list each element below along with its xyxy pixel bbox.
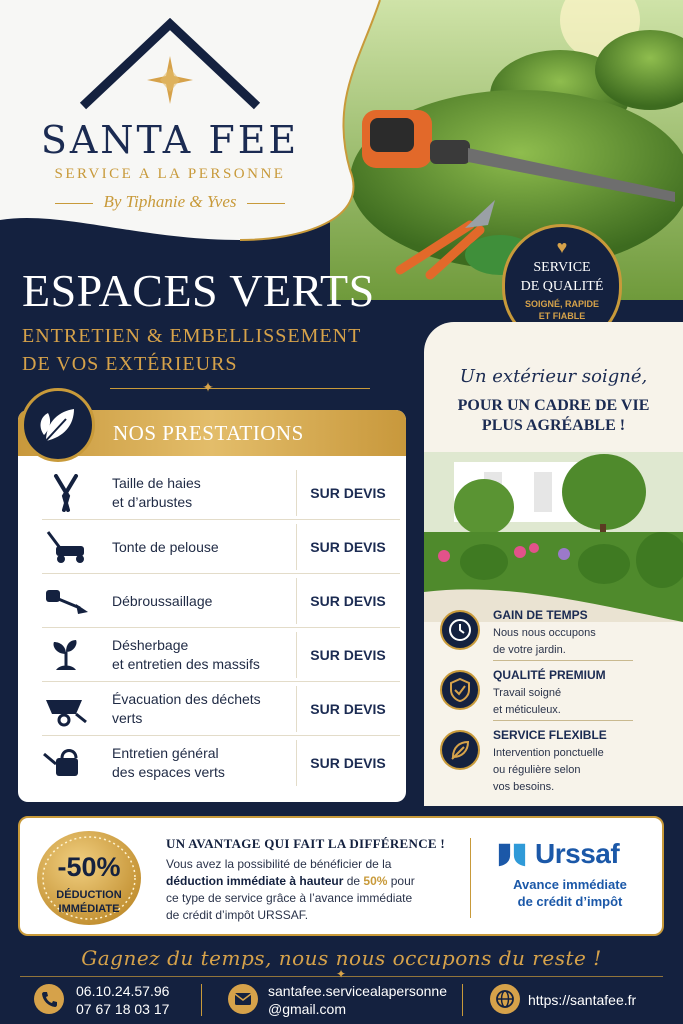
urssaf-subtitle-line2: de crédit d’impôt	[517, 894, 623, 909]
brand-tagline: SERVICE A LA PERSONNE	[54, 166, 286, 182]
tax-body-bold: déduction immédiate à hauteur	[166, 874, 344, 888]
phone-icon	[34, 984, 64, 1014]
brush-cutter-icon	[42, 582, 90, 620]
brand-name: SANTA FEE	[40, 118, 300, 162]
service-label-line2: verts	[112, 710, 143, 726]
page-subtitle-line2: DE VOS EXTÉRIEURS	[22, 353, 238, 375]
email-address[interactable]	[268, 982, 447, 1018]
watering-can-icon	[42, 744, 90, 782]
service-price: SUR DEVIS	[310, 485, 386, 501]
title-divider	[110, 388, 370, 389]
heart-icon: ♥	[556, 237, 568, 257]
service-row	[42, 520, 400, 574]
benefit-title: GAIN DE TEMPS	[493, 608, 588, 622]
benefit-item	[438, 604, 668, 662]
service-label	[112, 474, 282, 512]
phone-number-1[interactable]: 06.10.24.57.96	[76, 983, 170, 999]
star-icon: ✦	[335, 967, 347, 981]
service-row	[42, 682, 400, 736]
discount-seal	[36, 830, 142, 926]
benefit-text-line1: Intervention ponctuelle	[493, 747, 604, 759]
service-label	[112, 592, 282, 611]
service-row	[42, 628, 400, 682]
lawn-mower-icon	[42, 528, 90, 566]
benefit-text	[493, 625, 643, 659]
service-label-line2: des espaces verts	[112, 764, 225, 780]
service-label-line1: Débroussaillage	[112, 593, 213, 609]
discount-label-line2: IMMÉDIATE	[58, 903, 120, 915]
page-title: ESPACES VERTS	[22, 265, 375, 316]
urssaf-logo-icon	[497, 840, 527, 870]
benefit-divider	[493, 660, 633, 661]
benefit-text-line2: de votre jardin.	[493, 644, 566, 656]
quality-title-2: DE QUALITÉ	[520, 279, 604, 294]
benefit-divider	[493, 720, 633, 721]
services-card	[18, 410, 406, 802]
footer-slogan: Gagnez du temps, nous nous occupons du reste !	[81, 946, 602, 970]
brand-signature-text: By Tiphanie & Yves	[103, 192, 237, 211]
tax-banner	[18, 816, 664, 936]
discount-label-line1: DÉDUCTION	[56, 889, 122, 901]
benefit-text-line2: ou régulière selon	[493, 764, 581, 776]
service-price: SUR DEVIS	[310, 755, 386, 771]
quote-line2: PLUS AGRÉABLE !	[481, 417, 626, 434]
page-subtitle	[22, 322, 422, 378]
urssaf-subtitle	[490, 876, 650, 910]
service-label-line1: Désherbage	[112, 637, 189, 653]
quote-line1: POUR UN CADRE DE VIE	[457, 397, 650, 414]
leaf-badge	[21, 388, 95, 462]
tax-body-de: de	[343, 874, 364, 888]
leaf-icon	[440, 730, 480, 770]
brand-logo	[0, 0, 350, 240]
tax-body-line3: ce type de service grâce à l’avance immédiate	[166, 891, 413, 905]
service-price: SUR DEVIS	[310, 647, 386, 663]
service-price: SUR DEVIS	[310, 593, 386, 609]
benefit-text-line3: vos besoins.	[493, 781, 555, 793]
tax-divider	[470, 838, 471, 918]
benefit-text-line1: Nous nous occupons	[493, 627, 596, 639]
star-icon: ✦	[202, 379, 214, 395]
service-row	[42, 574, 400, 628]
benefits-list	[424, 594, 683, 806]
page-subtitle-line1: ENTRETIEN & EMBELLISSEMENT	[22, 325, 362, 347]
email-icon	[228, 984, 258, 1014]
service-label	[112, 744, 282, 782]
benefit-text-line2: et méticuleux.	[493, 704, 561, 716]
service-price: SUR DEVIS	[310, 539, 386, 555]
footer-separator	[462, 984, 463, 1016]
benefit-text	[493, 745, 643, 796]
service-price: SUR DEVIS	[310, 701, 386, 717]
benefit-title: QUALITÉ PREMIUM	[493, 668, 606, 682]
service-row	[42, 736, 400, 790]
tax-body	[166, 856, 456, 924]
service-label	[112, 538, 282, 557]
tax-heading: UN AVANTAGE QUI FAIT LA DIFFÉRENCE !	[166, 836, 446, 851]
service-label-line2: et entretien des massifs	[112, 656, 260, 672]
tax-body-line1: Vous avez la possibilité de bénéficier de la	[166, 857, 392, 871]
right-panel	[424, 322, 683, 806]
benefit-item	[438, 724, 668, 793]
benefit-text-line1: Travail soigné	[493, 687, 562, 699]
shield-check-icon	[440, 670, 480, 710]
leaves-icon	[24, 391, 92, 459]
phone-number-2[interactable]: 07 67 18 03 17	[76, 1001, 170, 1017]
service-label	[112, 690, 282, 728]
service-label-line1: Évacuation des déchets	[112, 691, 261, 707]
globe-icon	[490, 984, 520, 1014]
brand-signature	[0, 192, 340, 212]
quote-script: Un extérieur soigné,	[459, 366, 648, 387]
benefit-item	[438, 664, 668, 722]
footer-separator	[201, 984, 202, 1016]
pruning-shears-icon	[42, 474, 90, 512]
service-label-line1: Taille de haies	[112, 475, 201, 491]
discount-label	[36, 888, 142, 916]
tax-body-line2	[166, 873, 456, 890]
service-row	[42, 466, 400, 520]
email-line-1[interactable]: santafee.servicealapersonne	[268, 983, 448, 999]
sprout-icon	[42, 636, 90, 674]
wheelbarrow-icon	[42, 690, 90, 728]
discount-percent: -50%	[57, 852, 121, 882]
service-label-line2: et d’arbustes	[112, 494, 193, 510]
service-label-line1: Entretien général	[112, 745, 219, 761]
urssaf-name: Urssaf	[535, 838, 620, 869]
benefit-text	[493, 685, 643, 719]
tax-body-pour: pour	[387, 874, 415, 888]
quality-subtitle-2: ET FIABLE	[538, 311, 586, 321]
service-label	[112, 636, 282, 674]
urssaf-logo	[497, 838, 647, 872]
service-label-line1: Tonte de pelouse	[112, 539, 219, 555]
website-link[interactable]: https://santafee.fr	[528, 992, 637, 1008]
urssaf-subtitle-line1: Avance immédiate	[513, 877, 627, 892]
quality-subtitle-1: SOIGNÉ, RAPIDE	[524, 299, 599, 309]
phone-numbers[interactable]	[76, 982, 169, 1018]
tax-body-line4: de crédit d’impôt URSSAF.	[166, 908, 309, 922]
benefit-title: SERVICE FLEXIBLE	[493, 728, 607, 742]
tax-body-percent: 50%	[363, 874, 388, 888]
roof-star-logo-icon	[75, 18, 265, 110]
quote-main	[424, 396, 683, 436]
services-heading: NOS PRESTATIONS	[113, 421, 304, 445]
quality-title-1: SERVICE	[533, 260, 591, 275]
email-line-2[interactable]: @gmail.com	[268, 1001, 347, 1017]
clock-icon	[440, 610, 480, 650]
